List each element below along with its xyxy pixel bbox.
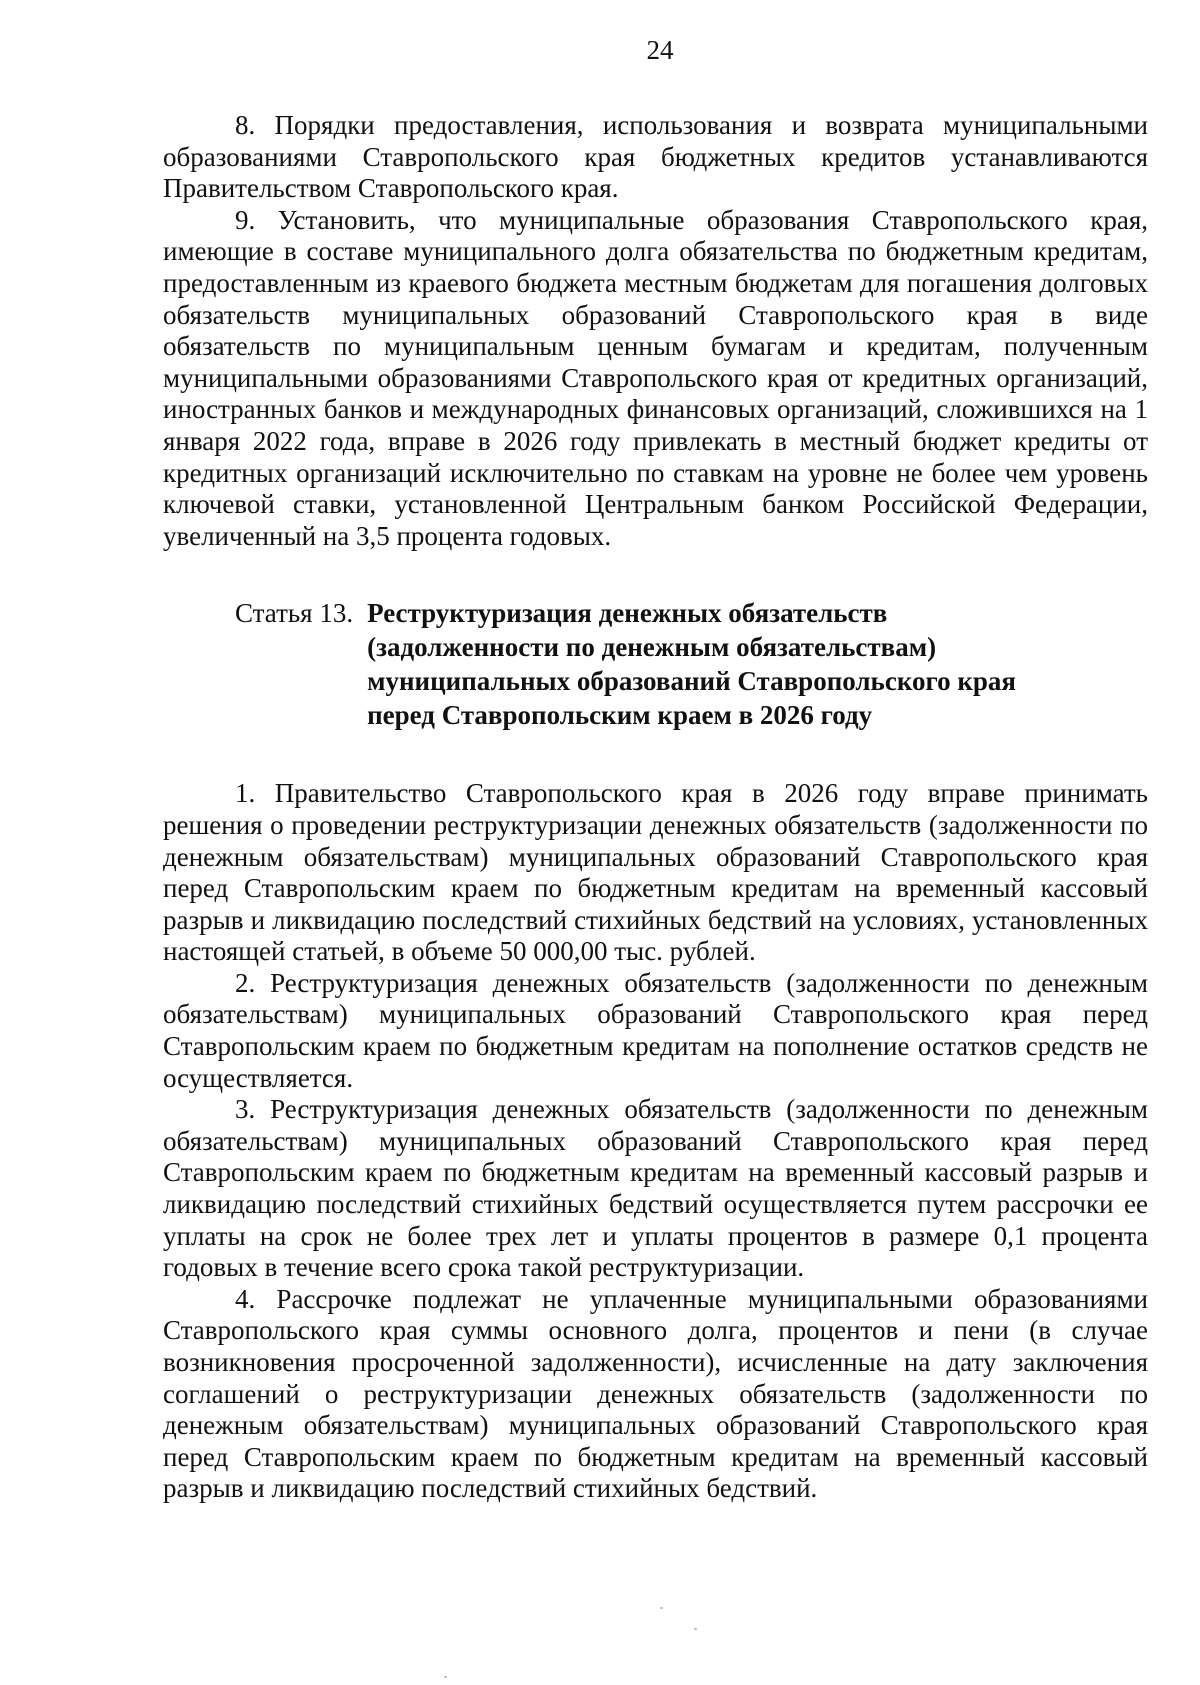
article-paragraph-1: 1. Правительство Ставропольского края в 2026 году вправе принимать решения о проведении реструктуризации денежных обязательств (задолженности по денежным обязательствам) муниципальных образований Ставропольского края перед Ставропольским краем по бюджетным кредитам на временный кассовый разрыв и ликвидацию последствий стихийных бедствий на условиях, установленных настоящей статьей, в объеме 50 000,00 тыс. рублей. bbox=[163, 778, 1148, 967]
article-title-line: Реструктуризация денежных обязательств bbox=[367, 598, 888, 629]
scan-speck bbox=[694, 1628, 697, 1630]
document-body bbox=[163, 110, 1148, 1505]
article-title-line: (задолженности по денежным обязательствам) bbox=[367, 632, 937, 663]
article-title-line: муниципальных образований Ставропольского края bbox=[367, 666, 1017, 697]
article-paragraph-2: 2. Реструктуризация денежных обязательств (задолженности по денежным обязательствам) муниципальных образований Ставропольского края перед Ставропольским краем по бюджетным кредитам на пополнение остатков средств не осуществляется. bbox=[163, 967, 1148, 1093]
scan-speck bbox=[660, 1607, 663, 1609]
article-title-line: перед Ставропольским краем в 2026 году bbox=[367, 700, 873, 731]
article-title bbox=[367, 596, 1016, 732]
paragraph-8: 8. Порядки предоставления, использования и возврата муниципальными образованиями Ставропольского края бюджетных кредитов устанавливаются Правительством Ставропольского края. bbox=[163, 110, 1148, 204]
paragraph-9: 9. Установить, что муниципальные образования Ставропольского края, имеющие в составе муниципального долга обязательства по бюджетным кредитам, предоставленным из краевого бюджета местным бюджетам для погашения долговых обязательств муниципальных образований Ставропольского края в виде обязательств по муниципальным ценным бумагам и кредитам, полученным муниципальными образованиями Ставропольского края от кредитных организаций, иностранных банков и международных финансовых организаций, сложившихся на 1 января 2022 года, вправе в 2026 году привлекать в местный бюджет кредиты от кредитных организаций исключительно по ставкам на уровне не более чем уровень ключевой ставки, установленной Центральным банком Российской Федерации, увеличенный на 3,5 процента годовых. bbox=[163, 204, 1148, 551]
scan-speck bbox=[444, 1676, 447, 1678]
article-paragraph-4: 4. Рассрочке подлежат не уплаченные муниципальными образованиями Ставропольского края суммы основного долга, процентов и пени (в случае возникновения просроченной задолженности), исчисленные на дату заключения соглашений о реструктуризации денежных обязательств (задолженности по денежным обязательствам) муниципальных образований Ставропольского края перед Ставропольским краем по бюджетным кредитам на временный кассовый разрыв и ликвидацию последствий стихийных бедствий. bbox=[163, 1283, 1148, 1504]
article-heading bbox=[163, 596, 1148, 732]
article-label: Статья 13. bbox=[235, 598, 354, 629]
article-paragraph-3: 3. Реструктуризация денежных обязательств (задолженности по денежным обязательствам) муниципальных образований Ставропольского края перед Ставропольским краем по бюджетным кредитам на временный кассовый разрыв и ликвидацию последствий стихийных бедствий осуществляется путем рассрочки ее уплаты на срок не более трех лет и уплаты процентов в размере 0,1 процента годовых в течение всего срока такой реструктуризации. bbox=[163, 1094, 1148, 1283]
page-number: 24 bbox=[646, 35, 674, 65]
